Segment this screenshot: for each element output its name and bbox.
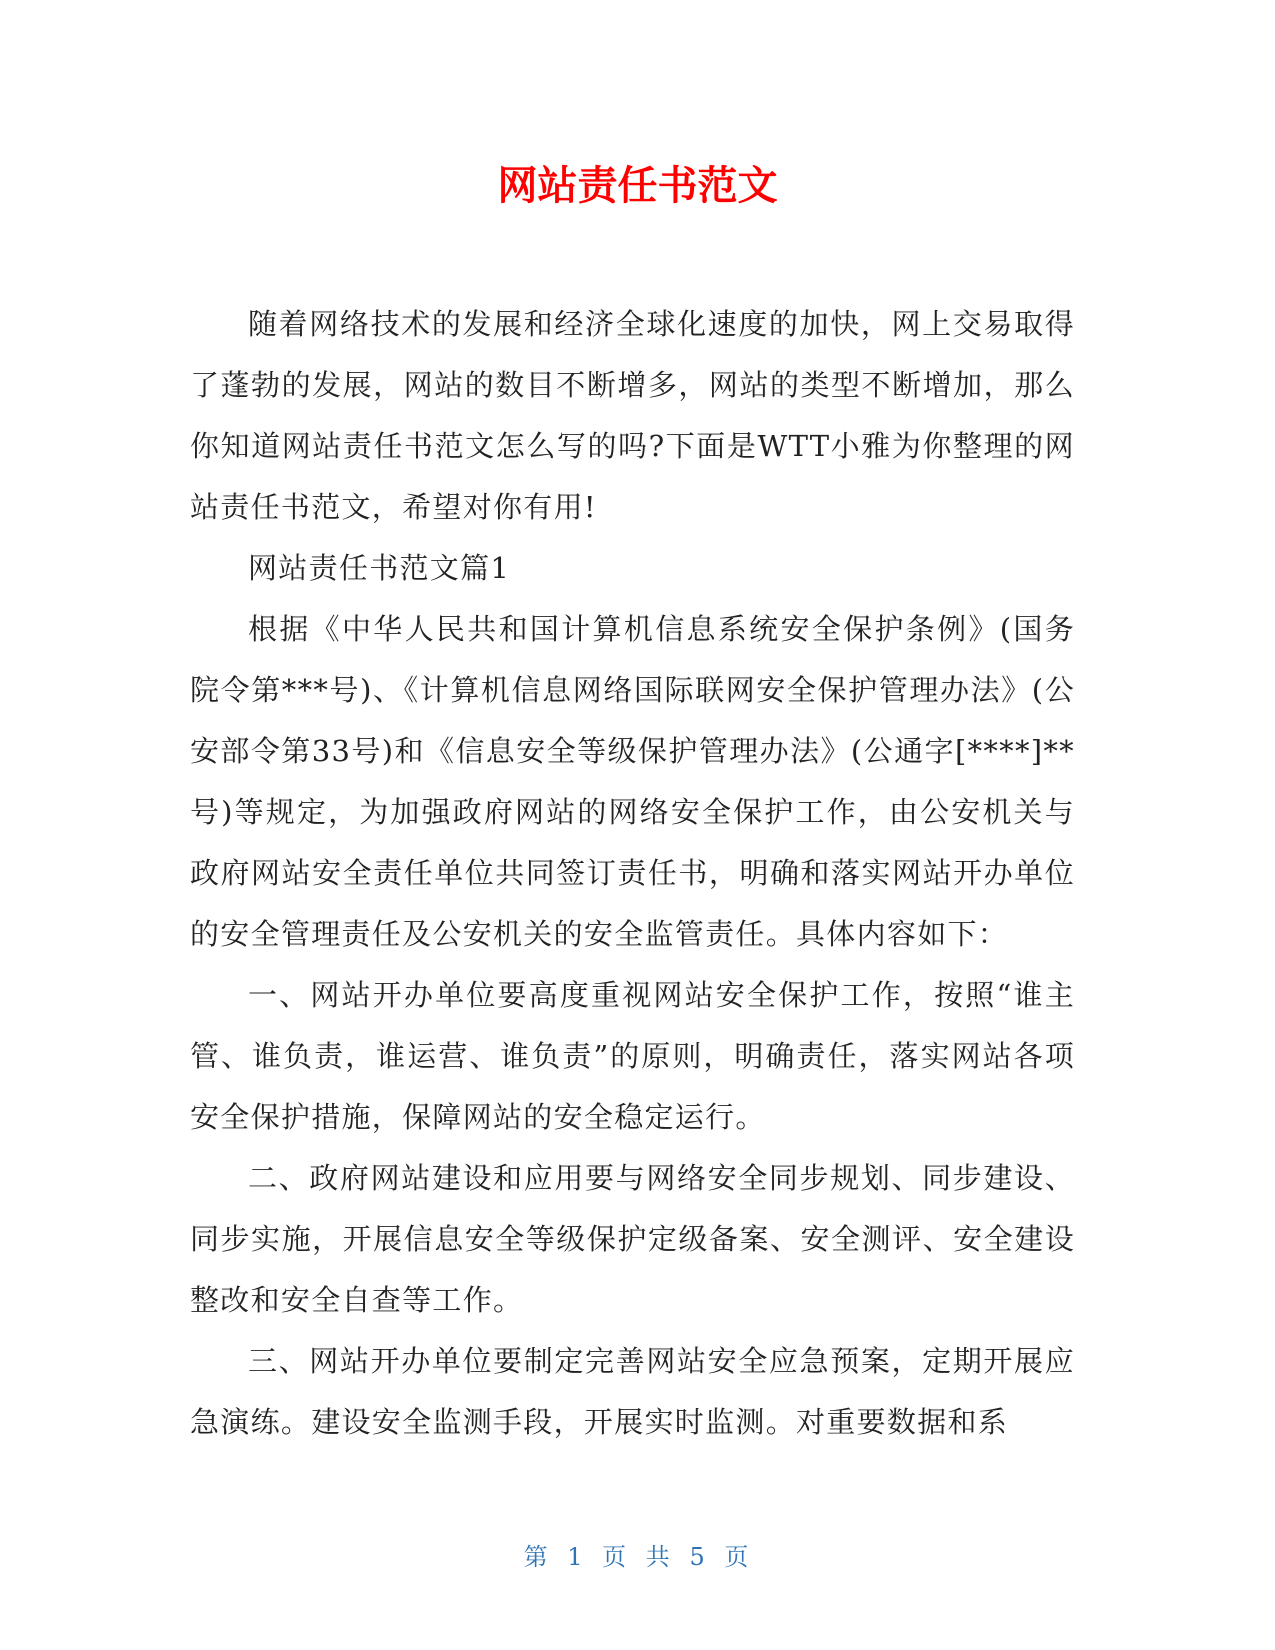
page-number: 第 1 页 共 5 页 — [523, 1543, 752, 1571]
clause-paragraph-3: 三、网站开办单位要制定完善网站安全应急预案，定期开展应急演练。建设安全监测手段，开展实时监测。对重要数据和系 — [190, 1344, 1075, 1439]
section-heading: 网站责任书范文篇1 — [248, 551, 511, 585]
legal-basis-paragraph: 根据《中华人民共和国计算机信息系统安全保护条例》(国务院令第***号)、《计算机信息网络国际联网安全保护管理办法》(公安部令第33号)和《信息安全等级保护管理办法》(公通字[****]**号)等规定，为加强政府网站的网络安全保护工作，由公安机关与政府网站安全责任单位共同签订责任书，明确和落实网站开办单位的安全管理责任及公安机关的安全监管责任。具体内容如下： — [190, 612, 1075, 951]
intro-paragraph: 随着网络技术的发展和经济全球化速度的加快，网上交易取得了蓬勃的发展，网站的数目不断增多，网站的类型不断增加，那么你知道网站责任书范文怎么写的吗?下面是WTT小雅为你整理的网站责任书范文，希望对你有用! — [190, 307, 1075, 524]
document-title: 网站责任书范文 — [497, 163, 778, 209]
clause-paragraph-1: 一、网站开办单位要高度重视网站安全保护工作，按照“谁主管、谁负责，谁运营、谁负责”的原则，明确责任，落实网站各项安全保护措施，保障网站的安全稳定运行。 — [190, 978, 1075, 1134]
clause-paragraph-2: 二、政府网站建设和应用要与网络安全同步规划、同步建设、同步实施，开展信息安全等级保护定级备案、安全测评、安全建设整改和安全自查等工作。 — [190, 1161, 1075, 1317]
document-body — [190, 294, 1075, 1453]
